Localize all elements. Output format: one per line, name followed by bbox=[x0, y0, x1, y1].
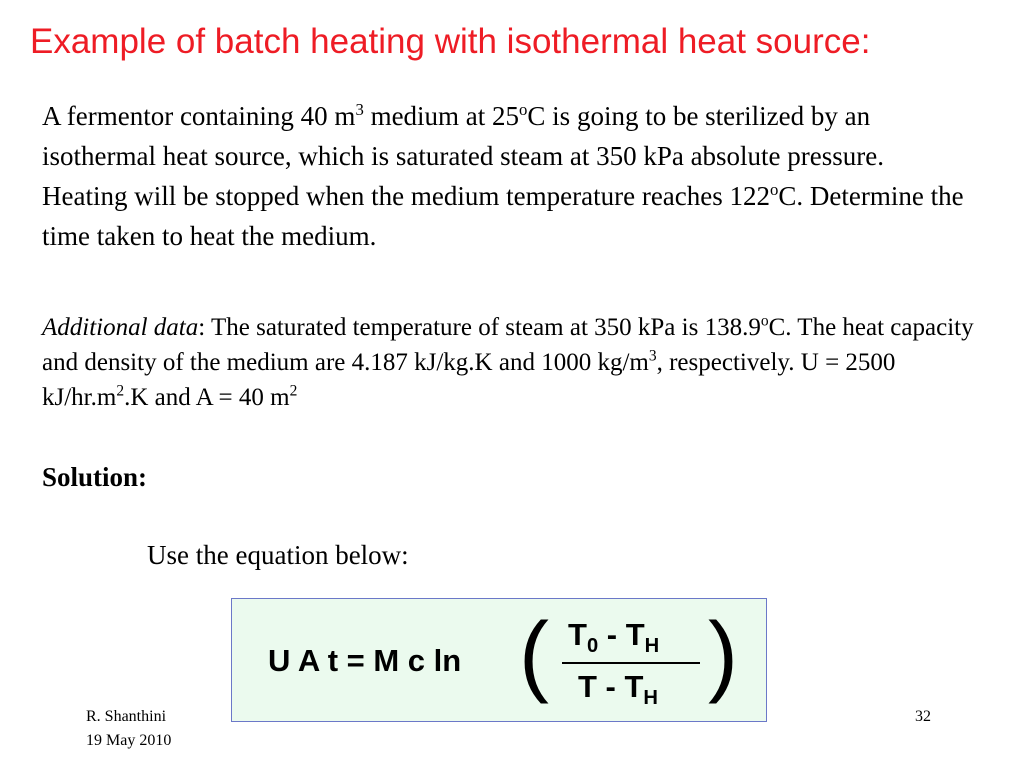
superscript: o bbox=[519, 100, 528, 119]
superscript: 2 bbox=[289, 382, 298, 400]
superscript: 3 bbox=[355, 100, 364, 119]
problem-statement bbox=[42, 96, 972, 256]
solution-instruction: Use the equation below: bbox=[147, 540, 409, 570]
problem-text-3: C is going to be sterilized by an isothermal heat source, which is saturated steam at 350 kPa absolute pressure. Heating will be stopped when the medium temperature reaches 122 bbox=[42, 101, 885, 211]
problem-text-1: A fermentor containing 40 m bbox=[42, 101, 356, 131]
superscript: o bbox=[760, 312, 769, 330]
denominator-text: T - T bbox=[578, 669, 644, 704]
solution-heading: Solution: bbox=[42, 462, 148, 492]
footer-author: R. Shanthini bbox=[86, 708, 167, 725]
additional-text-1: : The saturated temperature of steam at 350 kPa is 138.9 bbox=[198, 314, 761, 341]
close-paren: ) bbox=[708, 605, 738, 705]
additional-data bbox=[42, 310, 992, 415]
numerator-minus-t: - T bbox=[598, 617, 645, 652]
additional-text-2: C. The heat capacity and density of the medium are 4.187 kJ/kg.K and 1000 kg/m bbox=[42, 314, 974, 376]
equation-lhs: U A t = M c ln bbox=[268, 643, 462, 678]
fraction-numerator bbox=[568, 617, 660, 658]
subscript-h: H bbox=[644, 635, 660, 658]
subscript-h: H bbox=[643, 687, 658, 710]
page-number: 32 bbox=[915, 708, 931, 725]
superscript: 2 bbox=[116, 382, 125, 400]
additional-text-4: .K and A = 40 m bbox=[124, 384, 290, 411]
slide-title: Example of batch heating with isothermal heat source: bbox=[30, 22, 871, 61]
additional-data-label: Additional data bbox=[42, 314, 199, 341]
subscript-zero: 0 bbox=[586, 635, 599, 658]
footer-date: 19 May 2010 bbox=[86, 732, 172, 749]
fraction-line bbox=[562, 662, 700, 664]
equation-box bbox=[231, 598, 767, 722]
additional-text-3: , respectively. U = 2500 kJ/hr.m bbox=[42, 349, 896, 411]
fraction-denominator bbox=[578, 669, 658, 710]
problem-text-2: medium at 25 bbox=[363, 101, 520, 131]
superscript: o bbox=[770, 180, 779, 199]
numerator-t: T bbox=[568, 617, 587, 652]
superscript: 3 bbox=[648, 347, 657, 365]
problem-text-4: C. Determine the time taken to heat the medium. bbox=[42, 181, 964, 251]
open-paren: ( bbox=[519, 605, 549, 705]
